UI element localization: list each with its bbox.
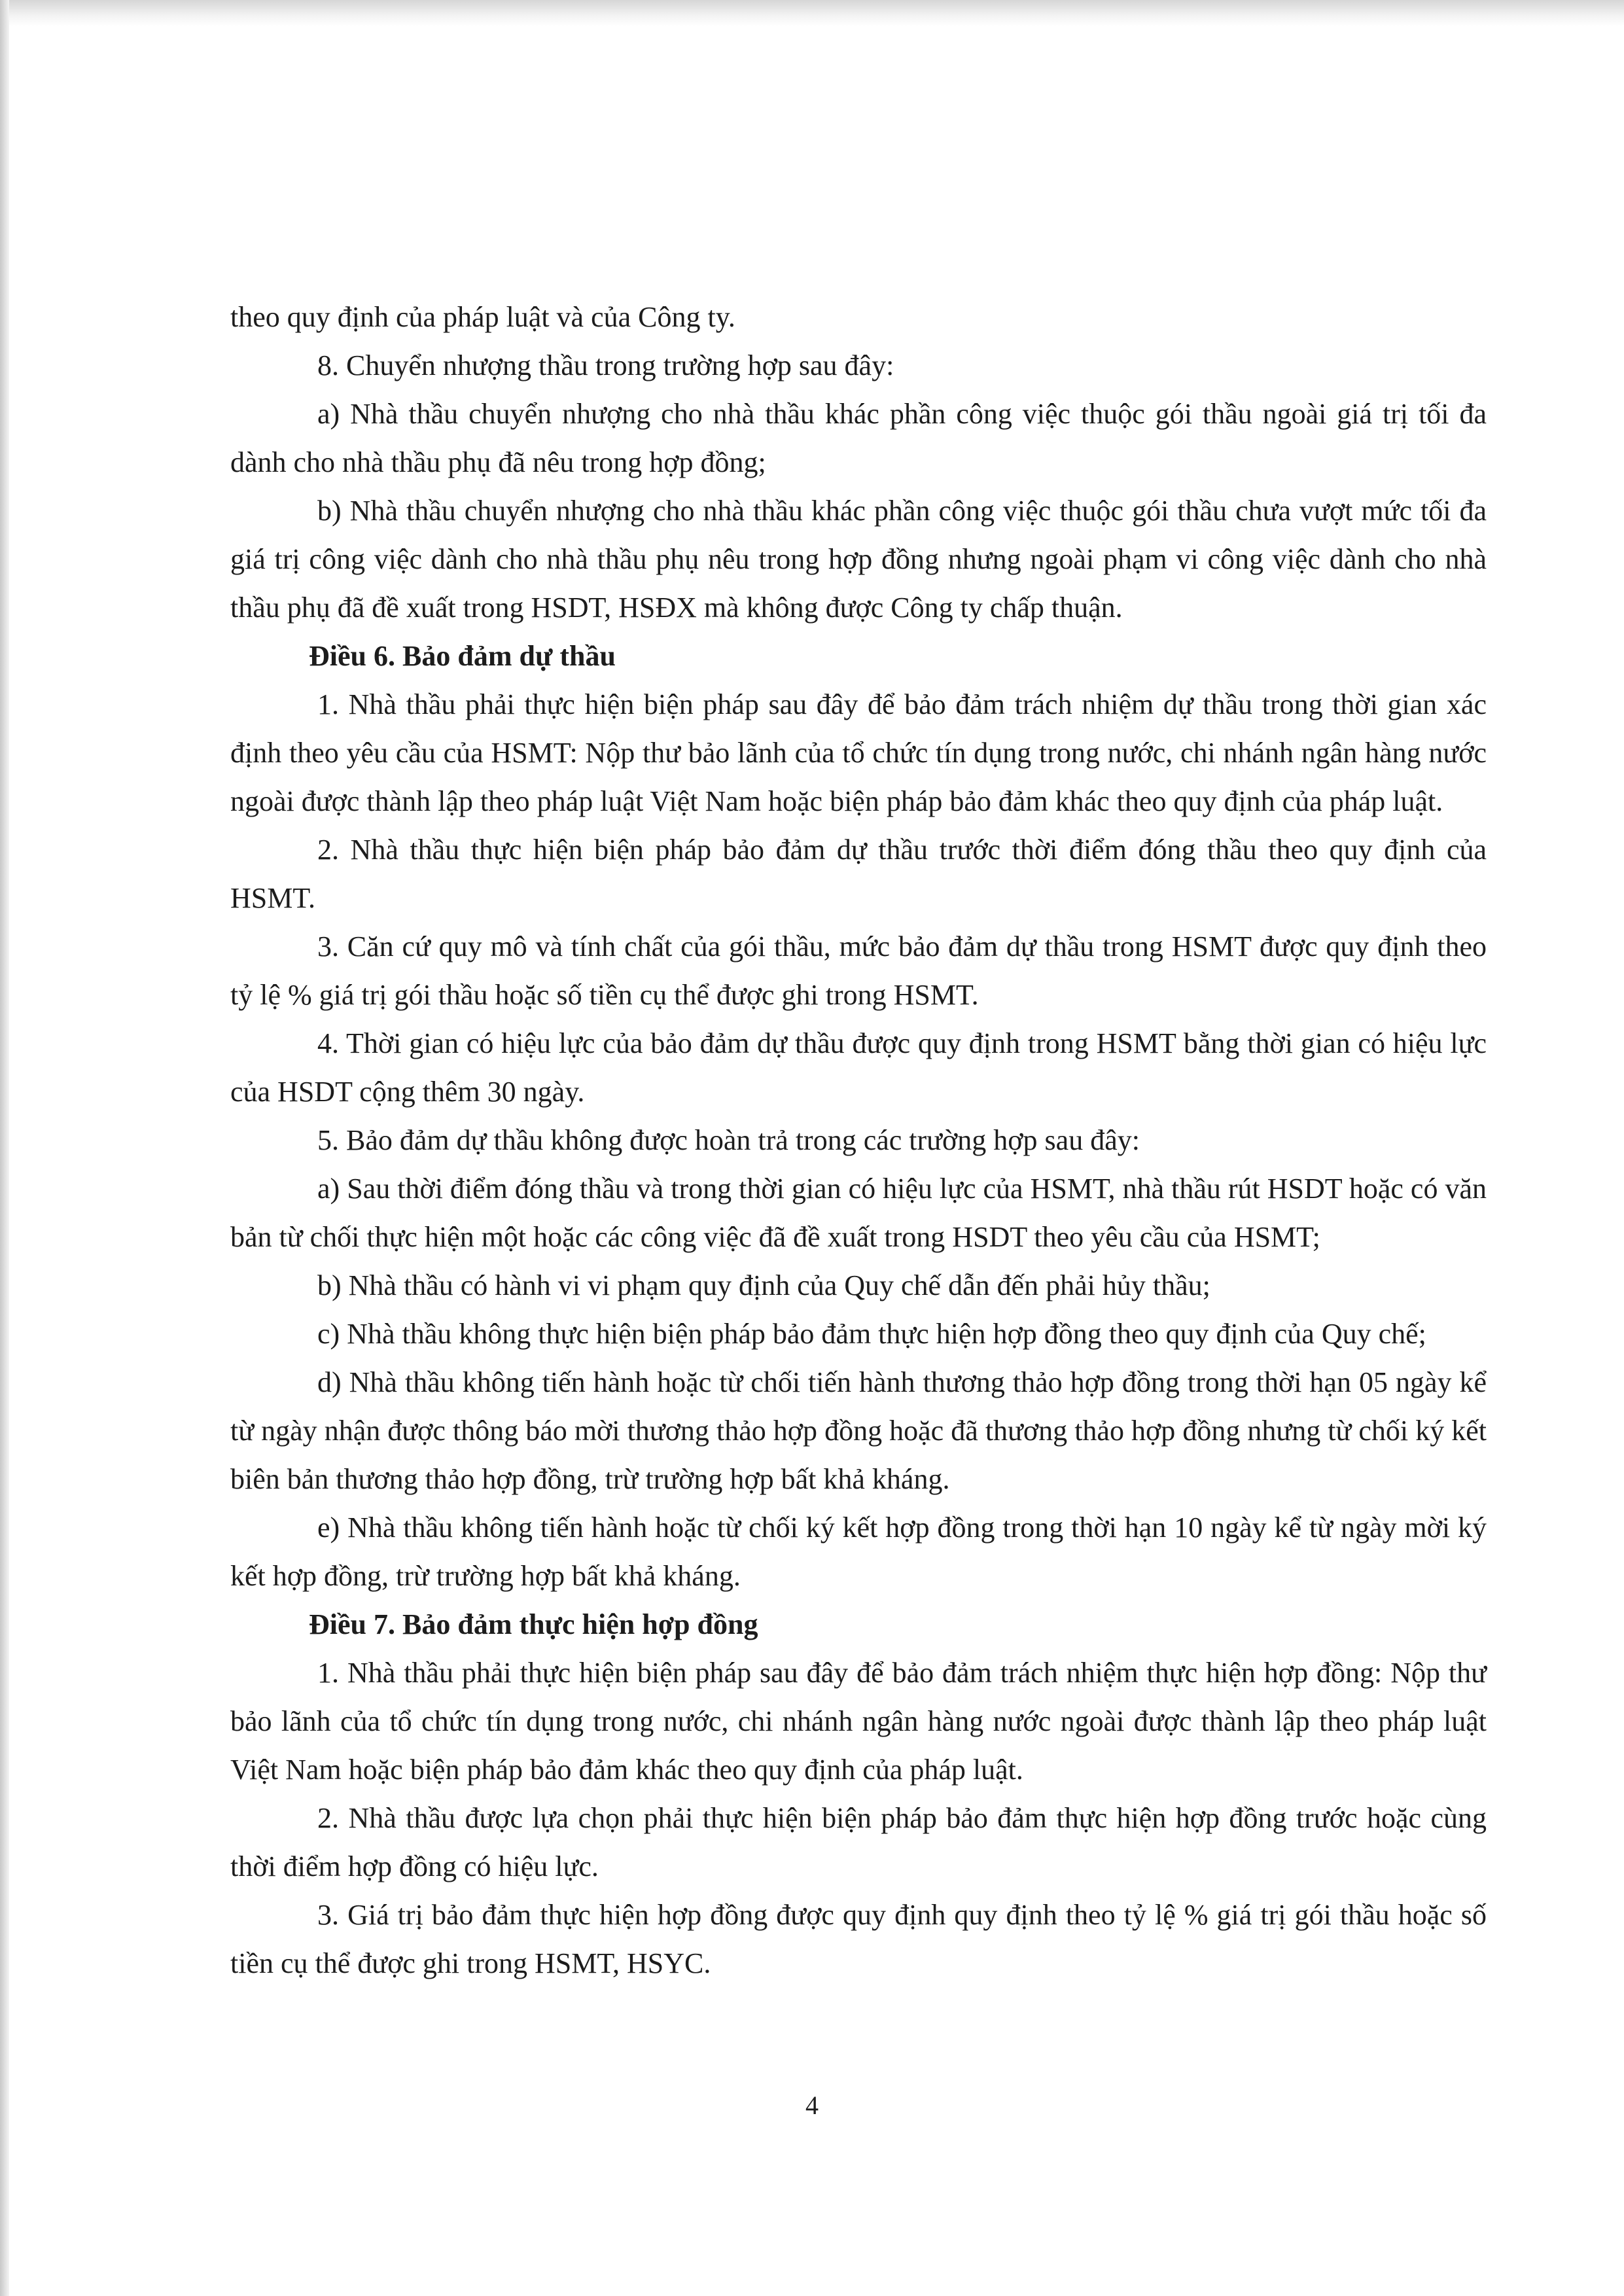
- scan-edge-top: [0, 0, 1624, 26]
- paragraph: 8. Chuyển nhượng thầu trong trường hợp sau đây:: [317, 349, 894, 381]
- paragraph: 1. Nhà thầu phải thực hiện biện pháp sau đây để bảo đảm trách nhiệm dự thầu trong thời gian xác định theo yêu cầu của HSMT: Nộp thư bảo lãnh của tổ chức tín dụng trong nước, chi nhánh ngân hàng nước ngoài được thành lập theo pháp luật Việt Nam hoặc biện pháp bảo đảm khác theo quy định của pháp luật.: [230, 688, 1487, 817]
- paragraph: a) Nhà thầu chuyển nhượng cho nhà thầu khác phần công việc thuộc gói thầu ngoài giá trị tối đa dành cho nhà thầu phụ đã nêu trong hợp đồng;: [230, 398, 1487, 478]
- document-page: [230, 293, 1487, 2093]
- paragraph: c) Nhà thầu không thực hiện biện pháp bảo đảm thực hiện hợp đồng theo quy định của Quy chế;: [317, 1318, 1426, 1350]
- paragraph: 1. Nhà thầu phải thực hiện biện pháp sau đây để bảo đảm trách nhiệm thực hiện hợp đồng: Nộp thư bảo lãnh của tổ chức tín dụng trong nước, chi nhánh ngân hàng nước ngoài được thành lập theo pháp luật Việt Nam hoặc biện pháp bảo đảm khác theo quy định của pháp luật.: [230, 1657, 1487, 1786]
- paragraph: 5. Bảo đảm dự thầu không được hoàn trả trong các trường hợp sau đây:: [317, 1124, 1140, 1156]
- paragraph: 3. Giá trị bảo đảm thực hiện hợp đồng được quy định quy định theo tỷ lệ % giá trị gói thầu hoặc số tiền cụ thể được ghi trong HSMT, HSYC.: [230, 1899, 1487, 1979]
- paragraph: b) Nhà thầu có hành vi vi phạm quy định của Quy chế dẫn đến phải hủy thầu;: [317, 1269, 1210, 1301]
- paragraph: 3. Căn cứ quy mô và tính chất của gói thầu, mức bảo đảm dự thầu trong HSMT được quy định theo tỷ lệ % giá trị gói thầu hoặc số tiền cụ thể được ghi trong HSMT.: [230, 930, 1487, 1011]
- paragraph: d) Nhà thầu không tiến hành hoặc từ chối tiến hành thương thảo hợp đồng trong thời hạn 05 ngày kể từ ngày nhận được thông báo mời thương thảo hợp đồng hoặc đã thương thảo hợp đồng nhưng từ chối ký kết biên bản thương thảo hợp đồng, trừ trường hợp bất khả kháng.: [230, 1366, 1487, 1495]
- article-7-heading: Điều 7. Bảo đảm thực hiện hợp đồng: [309, 1608, 758, 1640]
- paragraph: a) Sau thời điểm đóng thầu và trong thời gian có hiệu lực của HSMT, nhà thầu rút HSDT hoặc có văn bản từ chối thực hiện một hoặc các công việc đã đề xuất trong HSDT theo yêu cầu của HSMT;: [230, 1173, 1487, 1253]
- paragraph: 4. Thời gian có hiệu lực của bảo đảm dự thầu được quy định trong HSMT bằng thời gian có hiệu lực của HSDT cộng thêm 30 ngày.: [230, 1027, 1487, 1108]
- paragraph: e) Nhà thầu không tiến hành hoặc từ chối ký kết hợp đồng trong thời hạn 10 ngày kể từ ngày mời ký kết hợp đồng, trừ trường hợp bất khả kháng.: [230, 1511, 1487, 1592]
- article-6-heading: Điều 6. Bảo đảm dự thầu: [309, 640, 616, 672]
- paragraph: theo quy định của pháp luật và của Công ty.: [230, 301, 735, 333]
- paragraph: b) Nhà thầu chuyển nhượng cho nhà thầu khác phần công việc thuộc gói thầu chưa vượt mức tối đa giá trị công việc dành cho nhà thầu phụ nêu trong hợp đồng nhưng ngoài phạm vi công việc dành cho nhà thầu phụ đã đề xuất trong HSDT, HSĐX mà không được Công ty chấp thuận.: [230, 495, 1487, 624]
- paragraph: 2. Nhà thầu thực hiện biện pháp bảo đảm dự thầu trước thời điểm đóng thầu theo quy định của HSMT.: [230, 834, 1487, 914]
- page-number: 4: [805, 2091, 819, 2120]
- paragraph: 2. Nhà thầu được lựa chọn phải thực hiện biện pháp bảo đảm thực hiện hợp đồng trước hoặc cùng thời điểm hợp đồng có hiệu lực.: [230, 1802, 1487, 1882]
- scan-edge-left: [0, 0, 9, 2296]
